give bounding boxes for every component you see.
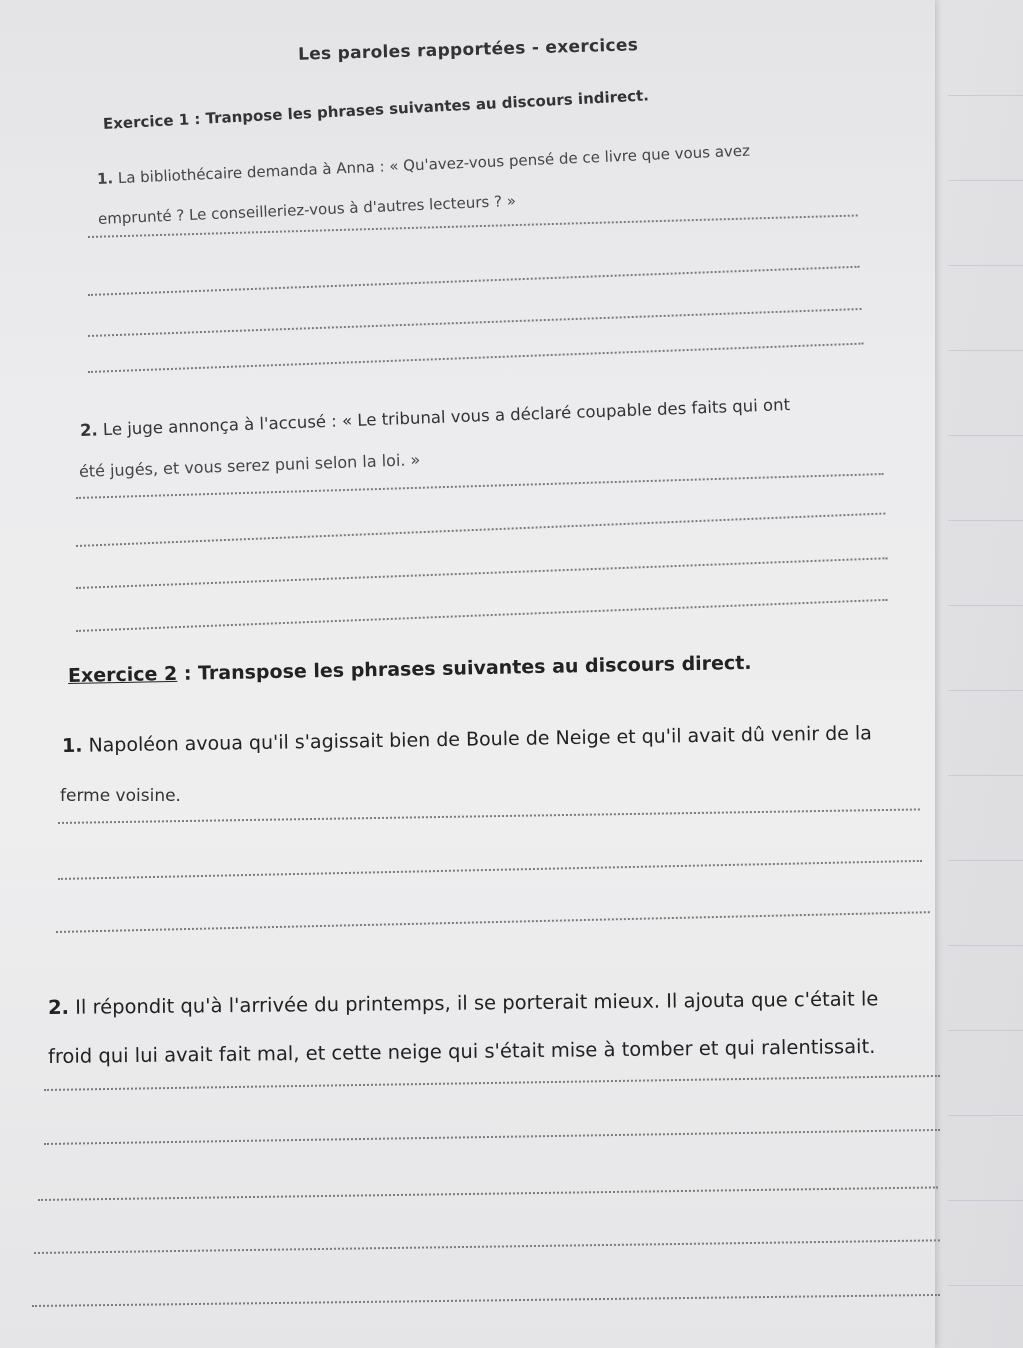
exercise1-heading: [103, 86, 650, 133]
page-title: Les paroles rapportées - exercices: [297, 35, 639, 65]
answer-line: [76, 599, 887, 632]
answer-line: [88, 308, 862, 337]
answer-line: [44, 1075, 940, 1091]
exercise1-item1-number: 1.: [96, 169, 114, 188]
answer-line: [88, 266, 860, 296]
exercise1-item1-line1: 1. La bibliothécaire demanda à Anna : « Qu'avez-vous pensé de ce livre que vous avez: [96, 141, 751, 188]
answer-line: [58, 808, 920, 824]
exercise2-item1-number: 1.: [61, 734, 83, 757]
answer-line: [58, 860, 922, 880]
exercise2-label: Exercice 2: [67, 662, 178, 687]
answer-line: [76, 473, 884, 499]
exercise1-instruction: : Tranpose les phrases suivantes au discours indirect.: [188, 86, 650, 129]
exercise1-item1-line2: emprunté ? Le conseilleriez-vous à d'autres lecteurs ? »: [97, 191, 517, 228]
exercise2-heading: [68, 652, 752, 687]
answer-line: [76, 512, 885, 547]
exercise2-item2-line1: 2. Il répondit qu'à l'arrivée du printemps, il se porterait mieux. Il ajouta que c'était le: [47, 987, 879, 1019]
answer-line: [44, 1129, 940, 1145]
exercise1-label: Exercice 1: [102, 110, 190, 133]
exercise1-item2-line2: été jugés, et vous serez puni selon la loi. »: [78, 450, 421, 481]
answer-line: [32, 1294, 940, 1307]
exercise2-item1-line1: 1. Napoléon avoua qu'il s'agissait bien de Boule de Neige et qu'il avait dû venir de la: [61, 722, 872, 757]
exercise2-item2-number: 2.: [47, 995, 70, 1019]
answer-line: [76, 557, 888, 589]
answer-line: [88, 343, 864, 373]
exercise2-item2-line2: froid qui lui avait fait mal, et cette neige qui s'était mise à tomber et qui ralentissait.: [47, 1034, 876, 1068]
exercise2-instruction: : Transpose les phrases suivantes au discours direct.: [177, 651, 752, 685]
exercise1-item2-line1: 2. Le juge annonça à l'accusé : « Le tribunal vous a déclaré coupable des faits qui ont: [79, 394, 791, 440]
exercise2-item1-line2: ferme voisine.: [60, 786, 181, 806]
answer-line: [38, 1186, 938, 1201]
exercise1-item2-number: 2.: [79, 420, 99, 440]
answer-line: [34, 1239, 940, 1254]
answer-line: [56, 911, 930, 933]
